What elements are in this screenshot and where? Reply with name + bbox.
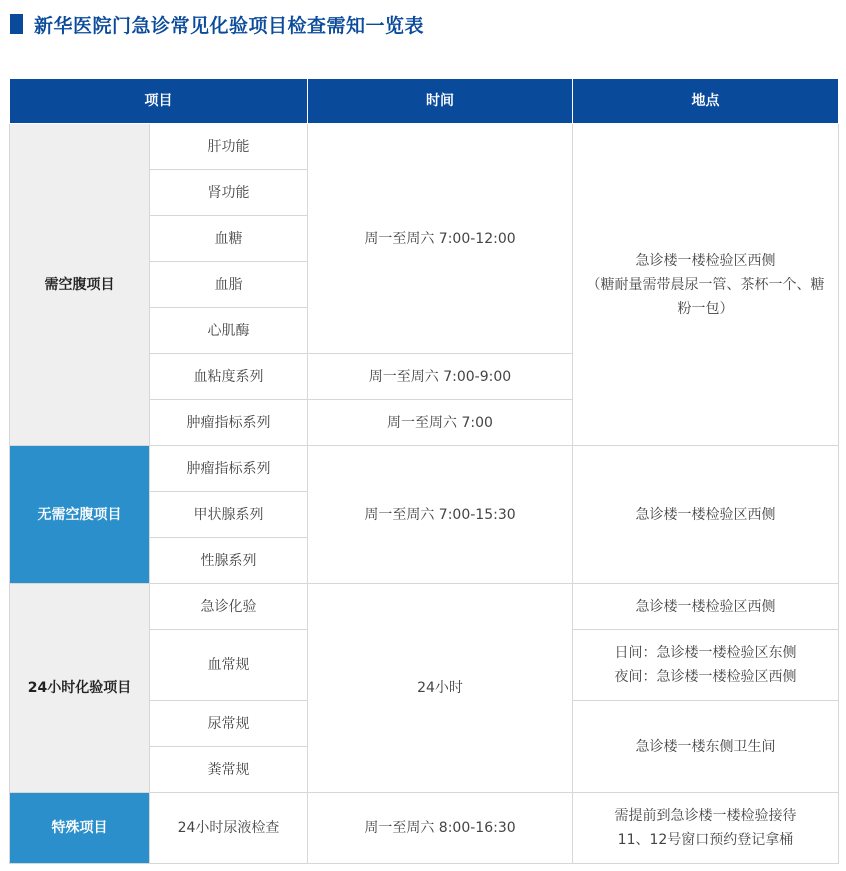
location-line: 急诊楼一楼检验区西侧 xyxy=(635,252,776,269)
item-cell: 血粘度系列 xyxy=(150,354,308,400)
table-row xyxy=(10,793,839,864)
location-cell: 急诊楼一楼检验区西侧 xyxy=(573,446,839,584)
location-night: 夜间：急诊楼一楼检验区西侧 xyxy=(614,669,797,685)
table-row xyxy=(10,124,839,170)
item-cell: 心肌酶 xyxy=(150,308,308,354)
header-row xyxy=(10,79,839,124)
item-cell: 24小时尿液检查 xyxy=(150,793,308,864)
location-line: 11、12号窗口预约登记拿桶 xyxy=(617,832,794,848)
item-cell: 甲状腺系列 xyxy=(150,492,308,538)
location-day: 日间：急诊楼一楼检验区东侧 xyxy=(614,645,797,661)
header-location: 地点 xyxy=(573,79,839,124)
title-text: 新华医院门急诊常见化验项目检查需知一览表 xyxy=(34,14,425,37)
location-cell-split xyxy=(573,630,839,701)
location-cell-special xyxy=(573,793,839,864)
time-cell: 周一至周六 7:00-15:30 xyxy=(308,446,573,584)
time-cell: 周一至周六 7:00 xyxy=(308,400,573,446)
item-cell: 肿瘤指标系列 xyxy=(150,400,308,446)
item-cell: 肾功能 xyxy=(150,170,308,216)
item-cell: 尿常规 xyxy=(150,701,308,747)
title-marker xyxy=(10,14,23,34)
time-cell: 周一至周六 7:00-9:00 xyxy=(308,354,573,400)
category-special: 特殊项目 xyxy=(10,793,150,864)
item-cell: 血糖 xyxy=(150,216,308,262)
category-fasting: 需空腹项目 xyxy=(10,124,150,446)
category-allday: 24小时化验项目 xyxy=(10,584,150,793)
location-line: 需提前到急诊楼一楼检验接待 xyxy=(614,808,797,824)
page-title xyxy=(10,10,424,38)
time-cell: 周一至周六 7:00-12:00 xyxy=(308,124,573,354)
time-cell: 周一至周六 8:00-16:30 xyxy=(308,793,573,864)
table-row xyxy=(10,446,839,492)
time-cell: 24小时 xyxy=(308,584,573,793)
lab-schedule-table xyxy=(9,78,839,864)
item-cell: 肿瘤指标系列 xyxy=(150,446,308,492)
item-cell: 血脂 xyxy=(150,262,308,308)
item-cell: 粪常规 xyxy=(150,747,308,793)
item-cell: 血常规 xyxy=(150,630,308,701)
header-item: 项目 xyxy=(10,79,308,124)
item-cell: 急诊化验 xyxy=(150,584,308,630)
location-note: （糖耐量需带晨尿一管、茶杯一个、糖粉一包） xyxy=(586,276,825,317)
location-cell: 急诊楼一楼检验区西侧 xyxy=(573,584,839,630)
item-cell: 性腺系列 xyxy=(150,538,308,584)
location-cell: 急诊楼一楼东侧卫生间 xyxy=(573,701,839,793)
header-time: 时间 xyxy=(308,79,573,124)
category-nonfasting: 无需空腹项目 xyxy=(10,446,150,584)
location-cell-fasting xyxy=(573,124,839,446)
table-row xyxy=(10,584,839,630)
item-cell: 肝功能 xyxy=(150,124,308,170)
